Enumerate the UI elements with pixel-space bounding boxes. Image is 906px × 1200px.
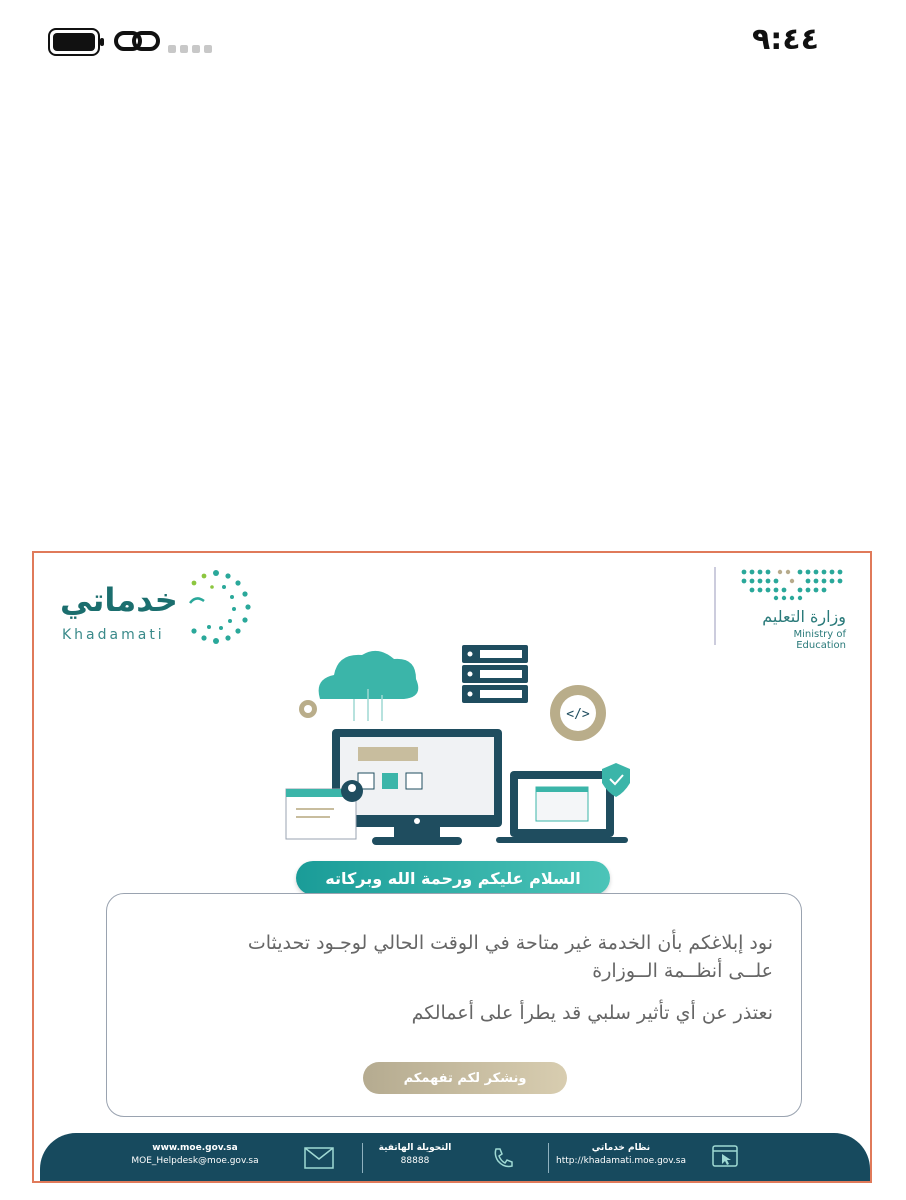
footer-divider — [362, 1143, 363, 1173]
signal-icon — [168, 45, 212, 53]
maintenance-illustration — [274, 639, 634, 849]
message-line-3: نعتذر عن أي تأثير سلبي قد يطرأ على أعمالكم — [411, 1002, 773, 1024]
footer-system-block — [556, 1143, 686, 1166]
battery-icon — [48, 28, 106, 56]
link-icon — [114, 30, 160, 52]
footer-phone-title: التحويلة الهاتفية — [378, 1143, 452, 1153]
laptop-icon — [496, 763, 630, 843]
khadamati-logo-english: Khadamati — [62, 627, 165, 643]
message-line-1: نود إبلاغكم بأن الخدمة غير متاحة في الوقت الحالي لوجـود تحديثات — [247, 932, 773, 954]
server-stack-icon — [462, 645, 528, 703]
clock: ٩:٤٤ — [752, 22, 819, 57]
browser-window-icon — [286, 780, 363, 839]
ministry-logo-arabic: وزارة التعليم — [762, 607, 846, 626]
contact-footer — [40, 1133, 870, 1183]
footer-divider — [548, 1143, 549, 1173]
footer-phone: 88888 — [400, 1156, 430, 1166]
footer-system-title: نظام خدماتي — [591, 1143, 651, 1153]
khadamati-dots-icon — [176, 567, 256, 647]
khadamati-logo — [60, 567, 250, 647]
svg-text:</>: </> — [566, 707, 590, 722]
cloud-icon — [319, 651, 419, 721]
footer-phone-block — [370, 1143, 460, 1166]
greeting-banner: السلام عليكم ورحمة الله وبركاته — [296, 861, 610, 895]
thanks-banner: ونشكر لكم تفهمكم — [363, 1062, 567, 1094]
footer-website-block — [120, 1143, 270, 1166]
small-gear-icon — [299, 700, 317, 718]
message-box — [106, 893, 802, 1117]
browser-click-icon — [712, 1145, 738, 1169]
khadamati-logo-arabic: خدماتي — [60, 581, 178, 619]
code-gear-icon — [550, 685, 606, 741]
message-line-2: علــى أنظــمة الــوزارة — [592, 960, 773, 982]
mail-icon — [304, 1147, 334, 1169]
service-notice — [32, 551, 872, 1183]
ministry-logo-english: Ministry of Education — [793, 629, 846, 651]
footer-system-url: http://khadamati.moe.gov.sa — [556, 1156, 686, 1166]
footer-website: www.moe.gov.sa — [152, 1143, 238, 1153]
footer-email: MOE_Helpdesk@moe.gov.sa — [131, 1156, 259, 1166]
ministry-dots-icon — [740, 567, 844, 601]
logo-divider — [714, 567, 716, 645]
status-bar — [0, 0, 906, 80]
ministry-logo — [714, 567, 854, 651]
phone-icon — [492, 1147, 514, 1169]
